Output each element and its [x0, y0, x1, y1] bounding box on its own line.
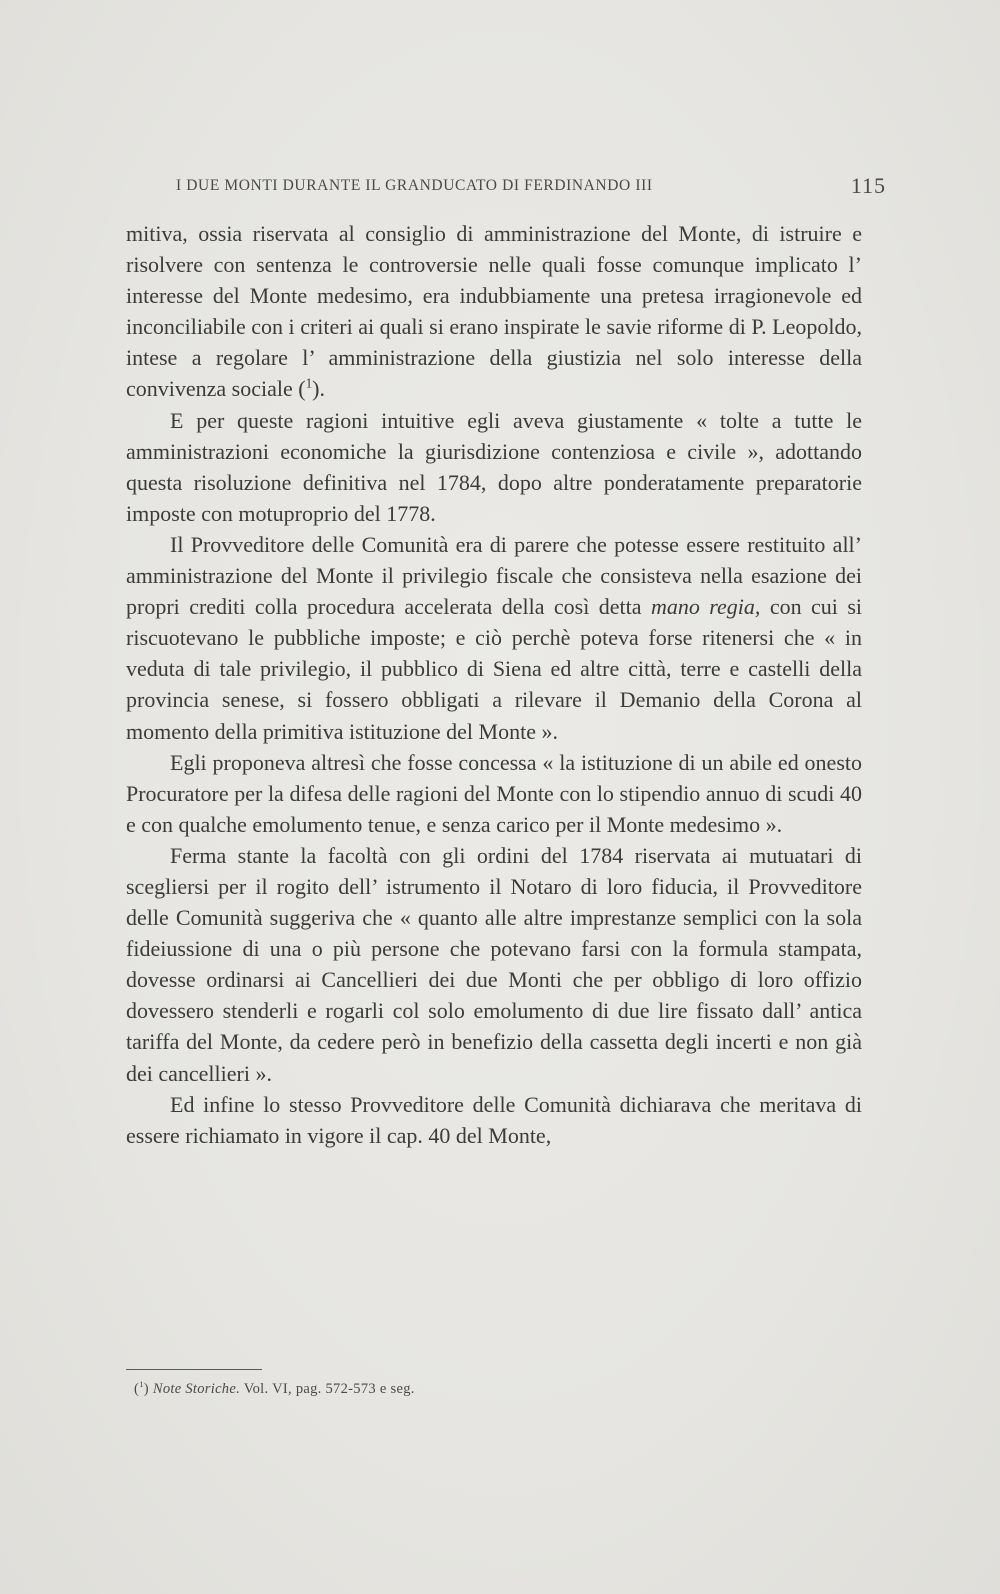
- footnote-reference-marker: 1: [305, 376, 313, 392]
- text-run: Ferma stante la facoltà con gli ordini del 1784 riservata ai mutuatari di scegliersi per il rogito dell’ istrumento il Notaro di loro fiducia, il Provveditore delle Comunità suggeriva che « quanto alle altre imprestanze semplici con la sola fideiussione di una o più persone che potevano farsi con la formula stampata, dovesse ordinarsi ai Cancellieri dei due Monti che per obbligo di loro offizio dovessero stenderli e rogarli col solo emolumento di due lire fissato dall’ antica tariffa del Monte, da cedere però in benefizio della cassetta degli incerti e non già dei cancellieri ».: [126, 842, 862, 1086]
- running-header: [176, 173, 886, 201]
- footnote-marker: 1: [139, 1379, 144, 1390]
- paragraph: [126, 405, 862, 529]
- text-run: E per queste ragioni intuitive egli aveva giustamente « tolte a tutte le amministrazioni economiche la giurisdizione contenziosa e civile », adottando questa risoluzione definitiva nel 1784, dopo altre ponderatamente preparatorie imposte con motuproprio del 1778.: [126, 407, 862, 526]
- body-text: [126, 218, 862, 1151]
- footnote: ($^1$) Note Storiche. Vol. VI, pag. 572-573 e seg.: [134, 1379, 415, 1397]
- text-run: con cui si riscuotevano le pubbliche imposte; e ciò perchè poteva forse ritenersi che « in veduta di tale privilegio, il pubblico di Siena ed altre città, terre e castelli della provincia senese, si fossero obbligati a rilevare il Demanio della Corona al momento della primitiva istituzione del Monte ».: [126, 594, 862, 744]
- running-title: I DUE MONTI DURANTE IL GRANDUCATO DI FERDINANDO III: [176, 177, 653, 194]
- paragraph: [126, 218, 862, 405]
- paragraph: [126, 1089, 862, 1151]
- footnote-source-title: Note Storiche.: [152, 1381, 241, 1397]
- footnote-reference: Vol. VI, pag. 572-573 e seg.: [243, 1381, 415, 1397]
- italic-phrase: mano regia,: [650, 594, 761, 620]
- paragraph: [126, 840, 862, 1089]
- footnote-divider: [126, 1369, 262, 1370]
- text-run: Il Provveditore delle Comunità era di parere che potesse essere restituito all’ amministrazione del Monte il privilegio fiscale che consisteva nella esazione dei propri crediti colla procedura accelerata della così detta: [126, 531, 862, 620]
- text-run: mitiva, ossia riservata al consiglio di amministrazione del Monte, di istruire e risolvere con sentenza le controversie nelle quali fosse comunque implicato l’ interesse del Monte medesimo, era indubbiamente una pretesa irragionevole ed inconciliabile con i criteri ai quali si erano inspirate le savie riforme di P. Leopoldo, intese a regolare l’ amministrazione della giustizia nel solo interesse della convivenza sociale (: [126, 221, 862, 402]
- paragraph: [126, 529, 862, 747]
- text-run: Ed infine lo stesso Provveditore delle Comunità dichiarava che meritava di essere richiamato in vigore il cap. 40 del Monte,: [126, 1091, 862, 1148]
- text-run: ).: [312, 376, 325, 402]
- paragraph: [126, 747, 862, 840]
- text-run: Egli proponeva altresì che fosse concessa « la istituzione di un abile ed onesto Procuratore per la difesa delle ragioni del Monte con lo stipendio annuo di scudi 40 e con qualche emolumento tenue, e senza carico per il Monte medesimo ».: [126, 749, 862, 837]
- page-number: 115: [850, 173, 886, 198]
